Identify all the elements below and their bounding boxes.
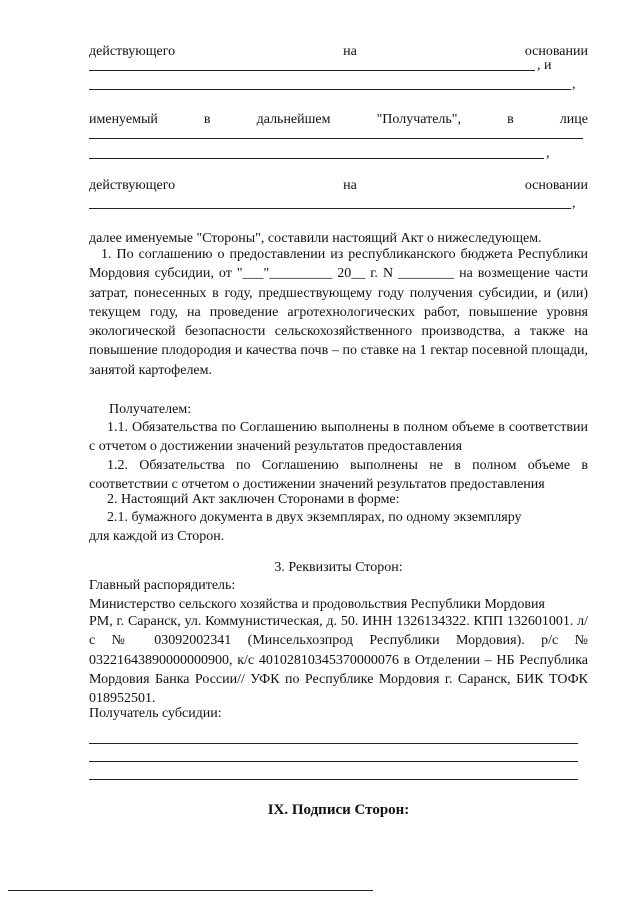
blank-line-end: , [572,77,576,92]
signatures-title: IX. Подписи Сторон: [267,802,410,818]
ministry-name: Министерство сельского хозяйства и продовольствия Республики Мордовия [89,597,545,612]
blank-line [89,158,544,159]
paragraph-1-2: 1.2. Обязательства по Соглашению выполнены не в полном объеме в соответствии с отчетом о достижении значений результатов предоставления [89,458,588,493]
recipient-label: Получателем: [109,402,192,417]
blank-line [89,761,578,762]
blank-line [89,743,578,744]
intro-word: основании [524,44,588,59]
blank-line [89,779,578,780]
intro-word: на [343,44,357,59]
paragraph-1-1: 1.1. Обязательства по Соглашению выполнены в полном объеме в соответствии с отчетом о достижении значений результатов предоставления [89,420,588,455]
intro-word: лице [559,112,588,127]
blank-line-end: , и [537,58,552,73]
blank-line-end: , [572,196,576,211]
intro-word: действующего [89,178,176,193]
intro-word: в [203,112,211,127]
blank-line [89,208,571,209]
manager-label: Главный распорядитель: [89,578,236,593]
intro-word: именуемый [89,112,158,127]
intro-word: "Получатель", [376,112,461,127]
paragraph-1: 1. По соглашению о предоставлении из республиканского бюджета Республики Мордовия субсидии, от "___"_________ 20__ г. N ________ на возмещение части затрат, понесенных в году, предшествующему году получения субсидии, и (или) текущем году, на проведение агротехнологических работ, повышение уровня экологической безопасности сельскохозяйственного производства, а также на повышение плодородия и качества почв – по ставке на 1 гектар посевной площади, занятой картофелем. [89,247,588,378]
intro-word: дальнейшем [256,112,331,127]
paragraph-2-1-continuation: для каждой из Сторон. [89,529,225,544]
requisites-title: 3. Реквизиты Сторон: [274,560,403,575]
blank-line-end: , [546,146,550,161]
intro-word: в [507,112,514,127]
blank-line [89,89,571,90]
blank-line [89,70,535,71]
intro-word: действующего [89,44,176,59]
intro-word: основании [524,178,588,193]
intro-row-1 [89,44,588,60]
intro-row-3 [89,112,588,128]
subsidy-recipient-label: Получатель субсидии: [89,706,222,721]
paragraph-2-1: 2.1. бумажного документа в двух экземплярах, по одному экземпляру [107,510,522,525]
intro-word: на [343,178,357,193]
blank-line [89,138,583,139]
intro-row-5 [89,178,588,194]
footnote-separator [8,890,373,891]
intro-continuation: далее именуемые "Стороны", составили настоящий Акт о нижеследующем. [89,231,542,246]
ministry-details: РМ, г. Саранск, ул. Коммунистическая, д. 50. ИНН 1326134322. КПП 132601001. л/с № 03092002341 (Минсельхозпрод Республики Мордовия). р/с № 03221643890000000900, к/с 40102810345370000076 в Отделении – НБ Республика Мордовия Банка России// УФК по Республике Мордовия г. Саранск, БИК ТОФК 018952501. [89,614,588,707]
paragraph-2: 2. Настоящий Акт заключен Сторонами в форме: [107,492,400,507]
